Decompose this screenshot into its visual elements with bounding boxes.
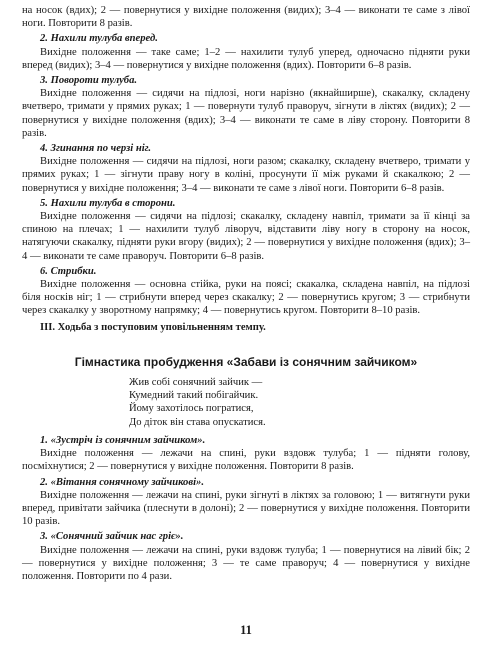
poem xyxy=(129,376,470,429)
poem-line: Жив собі сонячний зайчик — xyxy=(129,377,263,389)
exercise-body: Вихідне положення — лежачи на спині, руки вздовж тулуба; 1 — повернутися на лівий бік; 2 — повернутися у вихідне положення; 3 — те саме праворуч; 4 — повернутися у вихідне положення. Повторити по 4 рази. xyxy=(22,544,470,582)
section-title: Гімнастика пробудження «Забави із сонячним зайчиком» xyxy=(74,354,418,369)
poem-line: До діток він става опускатися. xyxy=(129,416,266,428)
paragraph-continuation: на носок (вдих); 2 — повернутися у вихідне положення (видих); 3–4 — виконати те саме з лівої ноги. Повторити 8 разів. xyxy=(22,5,470,30)
page-number: 11 xyxy=(240,623,252,637)
exercise-body: Вихідне положення — основна стійка, руки на поясі; скакалка, складена навпіл, на підлозі біля носків ніг; 1 — стрибнути вперед через скакалку; 2 — повернутись кругом; 3 — стрибнути через скакалку у зворотному напрямку; 4 — повернутись кругом. Повторити 8–10 разів. xyxy=(22,279,470,317)
exercise-list-2 xyxy=(22,434,470,583)
exercise-body: Вихідне положення — сидячи на підлозі, ноги нарізно (якнайширше), скакалку, складену вчетверо, тримати у прямих руках; 1 — повернути тулуб праворуч, зігнути в ліктях (видих); 2 — повернутися у вихідне положення (вдих); 3–4 — виконати те саме в ліву сторону. Повторити 8 разів. xyxy=(22,88,470,139)
exercise-heading: 2. «Вітання сонячному зайчикові». xyxy=(40,476,204,488)
exercise-heading: 5. Нахили тулуба в сторони. xyxy=(40,197,176,209)
exercise-heading: 6. Стрибки. xyxy=(40,265,97,277)
exercise-heading: 4. Згинання по черзі ніг. xyxy=(40,143,152,155)
exercise-body: Вихідне положення — лежачи на спині, руки вздовж тулуба; 1 — підняти голову, посміхнутися; 2 — повернутися у вихідне положення. Повторити 8 разів. xyxy=(22,448,470,473)
exercise-heading: 3. «Сонячний зайчик нас гріє». xyxy=(40,531,184,543)
exercise-body: Вихідне положення — сидячи на підлозі, ноги разом; скакалку, складену вчетверо, тримати у прямих руках; 1 — зігнути праву ногу в коліні, просунути її між руками й скакалкою; 2 — повернутися у вихідне положення; 3–4 — виконати те саме з лівої ноги. Повторити 6–8 разів. xyxy=(22,156,470,194)
exercise-list-1 xyxy=(22,32,470,317)
poem-line: Йому захотілось погратися, xyxy=(129,403,254,415)
exercise-heading: 1. «Зустріч із сонячним зайчиком». xyxy=(40,434,206,446)
exercise-body: Вихідне положення — сидячи на підлозі; скакалку, складену навпіл, тримати за її кінці за спиною на плечах; 1 — нахилити тулуб ліворуч, відставити ліву ногу в сторону на носок, натягуючи скакалку, підняти руки вгору (видих); 2 — повернутися у вихідне положення (вдих); 3–4 — виконати те саме праворуч. Повторити 6–8 разів. xyxy=(22,211,470,262)
exercise-heading: 2. Нахили тулуба вперед. xyxy=(40,33,158,45)
exercise-heading: 3. Повороти тулуба. xyxy=(40,75,138,87)
section-heading: III. Ходьба з поступовим уповільненням темпу. xyxy=(40,321,266,333)
exercise-body: Вихідне положення — лежачи на спині, руки зігнуті в ліктях за головою; 1 — витягнути руки вперед, привітати зайчика (плеснути в долоні); 2 — повернутися у вихідне положення. Повторити 10 разів. xyxy=(22,489,470,528)
exercise-body: Вихідне положення — таке саме; 1–2 — нахилити тулуб уперед, одночасно підняти руки вперед (видих); 3–4 — повернутися у вихідне положення (вдих). Повторити 6–8 разів. xyxy=(22,46,470,71)
poem-line: Кумедний такий побігайчик. xyxy=(129,390,259,402)
